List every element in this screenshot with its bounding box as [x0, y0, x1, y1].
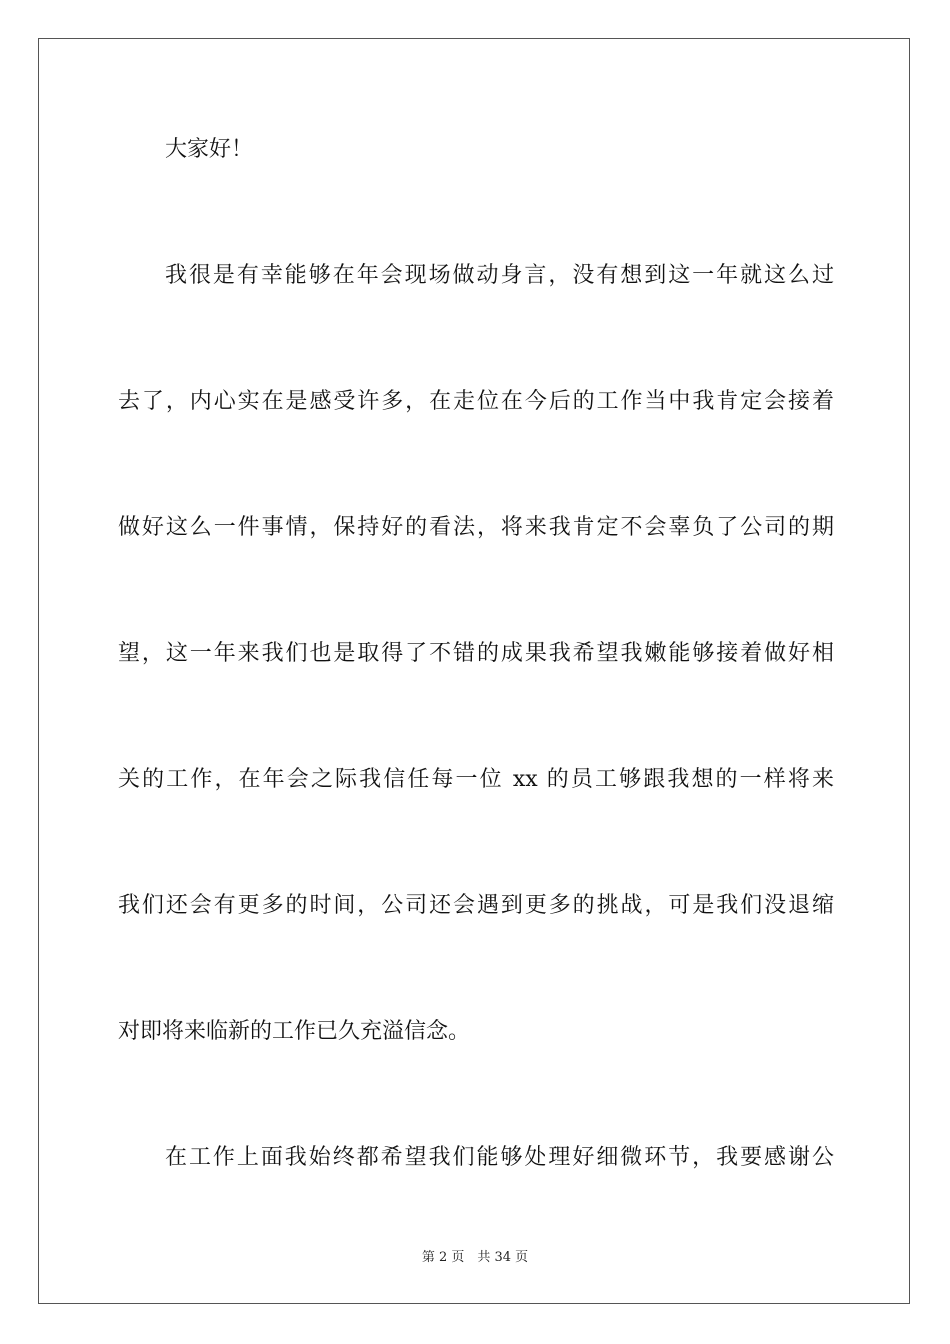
paragraph-line: 我们还会有更多的时间，公司还会遇到更多的挑战，可是我们没退缩 [118, 893, 834, 918]
paragraph-line: 做好这么一件事情，保持好的看法，将来我肯定不会辜负了公司的期 [118, 515, 834, 540]
paragraph-line: 对即将来临新的工作已久充溢信念。 [118, 1019, 471, 1044]
greeting-line: 大家好！ [165, 137, 254, 162]
paragraph-line: 在工作上面我始终都希望我们能够处理好细微环节，我要感谢公 [165, 1145, 834, 1170]
paragraph-line: 去了，内心实在是感受许多，在走位在今后的工作当中我肯定会接着 [118, 389, 834, 414]
paragraph-line: 我很是有幸能够在年会现场做动身言，没有想到这一年就这么过 [165, 263, 834, 288]
paragraph-line: 关的工作，在年会之际我信任每一位 xx 的员工够跟我想的一样将来 [118, 767, 834, 792]
page-number: 第 2 页 共 34 页 [421, 1250, 529, 1265]
document-body [118, 118, 834, 1252]
paragraph-line: 望，这一年来我们也是取得了不错的成果我希望我嫩能够接着做好相 [118, 641, 834, 666]
